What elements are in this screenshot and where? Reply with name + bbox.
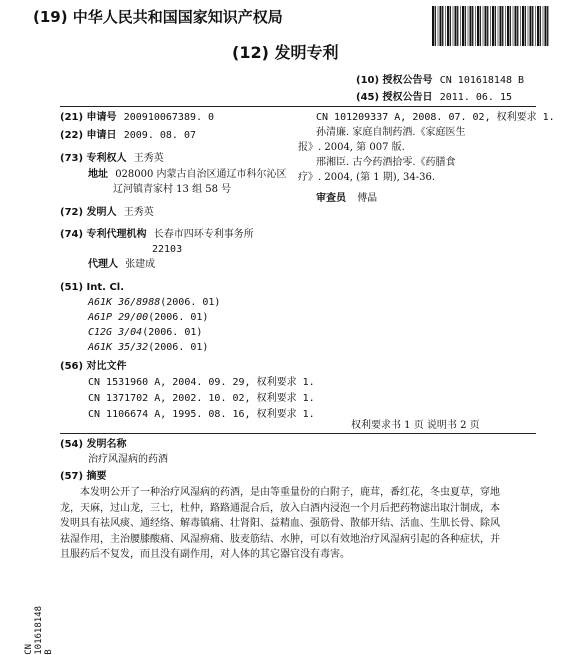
- ipc-item: [88, 311, 220, 325]
- document-type: (12) 发明专利: [232, 43, 339, 62]
- invention-title: 治疗风湿病的药酒: [88, 454, 168, 465]
- ipc-code: A61K 35/32: [88, 342, 149, 353]
- owner-name: 王秀英: [133, 153, 164, 164]
- address-label: 地址: [88, 169, 108, 180]
- header-divider: [60, 106, 536, 107]
- ipc-date: (2006. 01): [148, 312, 209, 323]
- ipc-code: C12G 3/04: [88, 327, 143, 338]
- owner-label: (73) 专利权人: [60, 153, 127, 164]
- ipc-date: (2006. 01): [142, 327, 203, 338]
- application-number-row: [60, 111, 214, 125]
- abstract-label: (57) 摘要: [60, 471, 107, 482]
- intcl-label: (51) Int. Cl.: [60, 282, 125, 293]
- ipc-date: (2006. 01): [160, 297, 221, 308]
- reference-item: 疗》. 2004, (第 1 期), 34-36.: [298, 172, 436, 183]
- application-date-label: (22) 申请日: [60, 130, 117, 141]
- application-date: 2009. 08. 07: [123, 130, 196, 141]
- ipc-item: [88, 326, 220, 340]
- reference-item: CN 1371702 A, 2002. 10. 02, 权利要求 1.: [88, 393, 315, 404]
- agency-row: [60, 228, 254, 242]
- reference-item: CN 1106674 A, 1995. 08. 16, 权利要求 1.: [88, 409, 315, 420]
- grant-date: 2011. 06. 15: [439, 92, 512, 103]
- agency-name: 长春市四环专利事务所: [153, 229, 254, 240]
- agency-label: (74) 专利代理机构: [60, 229, 147, 240]
- issuer-header: (19) 中华人民共和国国家知识产权局: [33, 8, 283, 26]
- page-count-summary: 权利要求书 1 页 说明书 2 页: [351, 420, 480, 431]
- ipc-list: [88, 296, 220, 355]
- examiner-name: 傅晶: [357, 193, 378, 204]
- ipc-code: A61P 29/00: [88, 312, 149, 323]
- agent-label: 代理人: [88, 259, 118, 270]
- application-number-label: (21) 申请号: [60, 112, 117, 123]
- title-label: (54) 发明名称: [60, 439, 127, 450]
- grant-date-row: [356, 91, 512, 105]
- grant-number-row: [356, 74, 524, 88]
- grant-date-label: (45) 授权公告日: [356, 92, 433, 103]
- inventor-name: 王秀英: [123, 207, 154, 218]
- address-line-1: 028000 内蒙古自治区通辽市科尔沁区: [115, 169, 287, 180]
- side-publication-number: CN 101618148 B: [24, 605, 54, 655]
- agent-name: 张建成: [125, 259, 156, 270]
- inventor-row: [60, 206, 154, 220]
- references-list: [88, 376, 315, 422]
- application-number: 200910067389. 0: [123, 112, 215, 123]
- address-line-2: 辽河镇青家村 13 组 58 号: [113, 184, 232, 195]
- reference-item: 邢湘臣. 古今药酒拾零.《药膳食: [316, 157, 456, 168]
- references-label: (56) 对比文件: [60, 361, 127, 372]
- examiner-label: 审查员: [316, 193, 346, 204]
- reference-item: 报》. 2004, 第 007 版.: [298, 142, 405, 153]
- ipc-date: (2006. 01): [148, 342, 209, 353]
- ipc-code: A61K 36/8988: [88, 297, 161, 308]
- barcode-image: [432, 6, 550, 46]
- address-row: [88, 168, 287, 182]
- section-divider: [60, 433, 536, 434]
- abstract-text: 本发明公开了一种治疗风湿病的药酒，是由等重量份的白附子，鹿茸，番红花，冬虫夏草，穿地龙，天麻，过山龙，三七，杜仲，路路通混合后，放入白酒内浸泡一个月后把药物滤出取汁制成，本发明具有祛风痰、通经络、解毒镇痛、壮肾阳、益精血、强筋骨、散郁开结、活血、生肌长骨、除风祛湿作用，主治腰膝酸痛、风湿痹痛、肢麦筋结、水肿，可以有效地治疗风湿病引起的各种症状，并且服药后不复发，而且没有副作用，对人体的其它器官没有毒害。: [60, 487, 500, 560]
- reference-item: CN 1531960 A, 2004. 09. 29, 权利要求 1.: [88, 377, 315, 388]
- reference-item: 孙清廉. 家庭自制药酒.《家庭医生: [316, 127, 466, 138]
- ipc-item: [88, 341, 220, 355]
- owner-row: [60, 152, 164, 166]
- agency-code: 22103: [152, 244, 183, 255]
- inventor-label: (72) 发明人: [60, 207, 117, 218]
- examiner-row: [316, 192, 377, 206]
- application-date-row: [60, 129, 196, 143]
- grant-number: CN 101618148 B: [439, 75, 525, 86]
- ipc-item: [88, 296, 220, 310]
- agent-row: [88, 258, 155, 272]
- grant-number-label: (10) 授权公告号: [356, 75, 433, 86]
- reference-item: CN 101209337 A, 2008. 07. 02, 权利要求 1.: [316, 112, 555, 123]
